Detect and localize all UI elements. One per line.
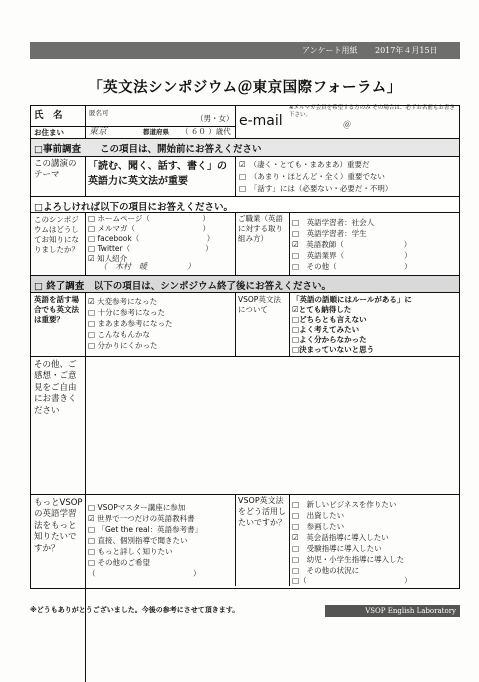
q4-item-4[interactable]: ☑ 英会話指導に導入したい [292,533,389,542]
q1-item-1[interactable]: ☑ 大変参考になった [88,297,158,306]
pre-survey-header: □事前調査 この項目は、開始前にお答えください [31,139,459,156]
q2-label: VSOP英文法について [238,295,281,315]
footer-brand: VSOP English Laboratory [325,605,460,617]
q3-item-4[interactable]: □ 直接、個別指導で聞きたい [88,536,188,545]
q4-item-2[interactable]: □ 出資したい [292,511,345,520]
age-field[interactable]: （ ６０ ）歳代 [181,127,231,136]
email-field[interactable]: ＠ [343,120,351,129]
name-label: 氏 名 [34,110,63,121]
name-sub: 匿名可 [89,109,109,117]
how-item-referrer[interactable]: （ 木村 暖 ） [99,262,195,271]
q2-item-1[interactable]: ☑とても納得した [292,305,352,314]
page-title: 「英文法シンポジウム＠東京国際フォーラム」 [88,80,402,96]
q1-label: 英語を話す場合でも英文法は重要？ [34,295,79,325]
address-label: お住まい [34,128,64,137]
q1-item-2[interactable]: □ 十分に参考になった [88,308,165,317]
footer-thanks: ※どうもありがとうございました。今後の参考にさせて頂きます。 [30,606,240,614]
q3-other-field[interactable]: （ ） [88,569,201,578]
q2-item-5[interactable]: □決まっていないと思う [292,345,375,354]
pref-label: 都道府県 [143,128,169,136]
q2-item-2[interactable]: □どちらとも言えない [292,315,367,324]
form-label: アンケート用紙 [302,46,358,55]
q1-item-5[interactable]: □ 分かりにくかった [88,341,158,350]
comment-textarea[interactable] [87,358,459,492]
theme-option-3[interactable]: □ 「話す」には（必要ない・必要だ・不明） [239,184,393,193]
q4-item-5[interactable]: □ 受験指導に導入したい [292,544,382,553]
q4-item-3[interactable]: □ 参画したい [292,522,345,531]
theme-option-2[interactable]: □ （あまり・ほとんど・全く）重要でない [239,172,385,181]
q4-item-1[interactable]: □ 新しいビジネスを作りたい [292,500,397,509]
theme-option-1[interactable]: ☑ （凄く・とても・まあまあ）重要だ [239,160,370,169]
job-item-2[interactable]: □ 英語学習者：学生 [292,229,367,238]
theme-text: 「読む、聞く、話す、書く」の英語力に英文法が重要 [88,161,227,187]
q3-item-3[interactable]: □ 「Get the real：英語参考書」 [88,525,203,534]
address-value[interactable]: 東京 [89,127,108,137]
form-date: 2017年４月15日 [375,46,438,55]
email-note: ※メルマガ会員を希望する方のみ その場合は、必ずお名前もお書き下さい。 [289,105,455,119]
q2-item-3[interactable]: □よく考えてみたい [292,325,360,334]
optional-header: □よろしければ以下の項目にお答えください。 [31,197,459,212]
q2-prompt: 「英語の語順にはルールがある」に [292,295,412,304]
how-item-2[interactable]: □ メルマガ（ ） [88,224,210,233]
job-item-3[interactable]: ☑ 英語教師（ ） [292,240,412,249]
job-item-1[interactable]: □ 英語学習者：社会人 [292,218,375,227]
how-item-1[interactable]: □ ホームページ（ ） [88,214,210,223]
job-item-5[interactable]: □ その他（ ） [292,262,412,271]
email-label: e-mail [239,113,283,129]
q4-item-6[interactable]: □ 幼児・小学生指導に導入した [292,555,405,564]
how-label: このシンポジウムはどうしてお知りになりましたか？ [34,215,79,255]
q3-item-5[interactable]: □ もっと詳しく知りたい [88,547,173,556]
how-item-3[interactable]: □ facebook（ ） [88,234,215,243]
comment-label: その他、ご感想・ご意見をご自由にお書きください [34,360,77,416]
q3-label: もっとVSOPの英語学習法をもっと知りたいですか？ [34,498,83,554]
theme-label: この講演のテーマ [34,159,77,181]
q4-label: VSOP英文法をどう活用したいですか？ [238,496,286,527]
q3-item-1[interactable]: □ VSOPマスター講座に参加 [88,503,186,512]
how-item-4[interactable]: □ Twitter（ ） [88,244,213,253]
job-item-4[interactable]: □ 英語業界（ ） [292,251,412,260]
how-item-5[interactable]: ☑ 知人紹介 [88,254,128,263]
post-survey-header: □ 終了調査 以下の項目は、シンポジウム終了後にお答えください。 [31,276,459,292]
job-label: ご職業（英語に対する取り組み方） [238,214,283,244]
q3-item-2[interactable]: ☑ 世界で一つだけの英語教科書 [88,514,195,523]
q4-other-field[interactable]: □（ ） [292,576,412,585]
q4-item-7[interactable]: □ その他の状況に [292,566,360,575]
q2-item-4[interactable]: □よく分からなかった [292,335,367,344]
q1-item-4[interactable]: □ こんなもんかな [88,330,150,339]
header-bar [30,42,460,59]
gender-select[interactable]: （男・女） [196,114,234,123]
survey-form [30,105,460,589]
q1-item-3[interactable]: □ まあまあ参考になった [88,319,173,328]
q3-item-6[interactable]: □ その他のご希望 [88,558,150,567]
footer [30,605,460,618]
